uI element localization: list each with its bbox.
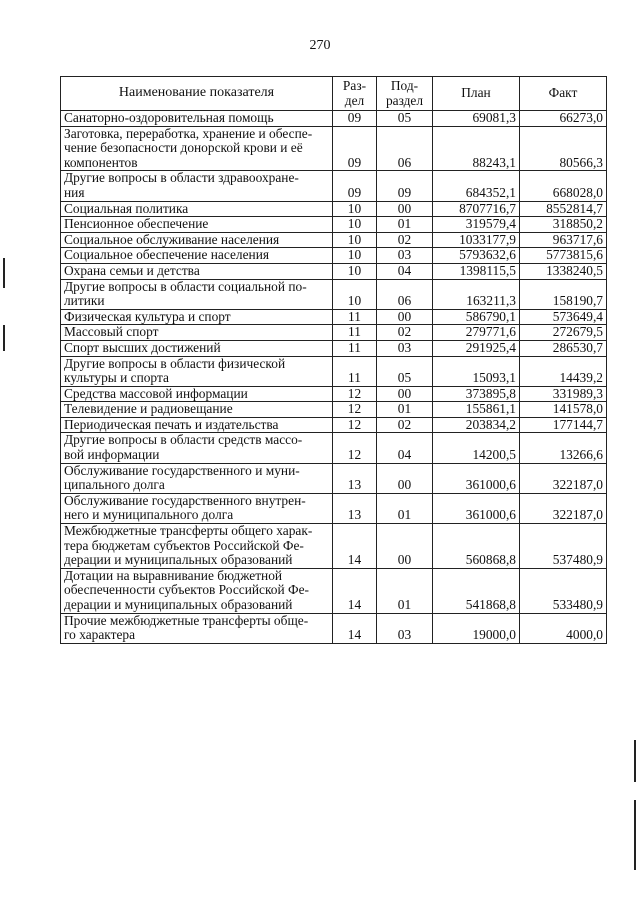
row-name: Другие вопросы в области физической культуры и спорта (61, 356, 333, 386)
row-razdel: 11 (333, 325, 377, 341)
row-razdel: 09 (333, 171, 377, 201)
table-row (61, 309, 607, 325)
page-number: 270 (309, 38, 331, 53)
row-plan: 88243,1 (433, 126, 520, 171)
table-row (61, 340, 607, 356)
row-fact: 533480,9 (520, 568, 607, 613)
scan-edge-mark (3, 325, 5, 351)
table-row (61, 111, 607, 127)
row-podrazdel: 02 (377, 417, 433, 433)
table-row (61, 217, 607, 233)
row-plan: 15093,1 (433, 356, 520, 386)
row-podrazdel: 04 (377, 433, 433, 463)
row-razdel: 14 (333, 613, 377, 643)
row-plan: 1033177,9 (433, 232, 520, 248)
row-fact: 668028,0 (520, 171, 607, 201)
row-podrazdel: 01 (377, 217, 433, 233)
table-header-row (61, 77, 607, 111)
row-razdel: 14 (333, 568, 377, 613)
row-name: Другие вопросы в области здравоохране- ния (61, 171, 333, 201)
row-razdel: 12 (333, 433, 377, 463)
row-podrazdel: 09 (377, 171, 433, 201)
row-podrazdel: 03 (377, 613, 433, 643)
row-razdel: 12 (333, 417, 377, 433)
row-plan: 319579,4 (433, 217, 520, 233)
row-podrazdel: 00 (377, 524, 433, 569)
table-row (61, 568, 607, 613)
row-name: Другие вопросы в области социальной по- литики (61, 279, 333, 309)
row-name: Охрана семьи и детства (61, 263, 333, 279)
row-name: Пенсионное обеспечение (61, 217, 333, 233)
row-podrazdel: 00 (377, 309, 433, 325)
row-fact: 272679,5 (520, 325, 607, 341)
row-fact: 573649,4 (520, 309, 607, 325)
row-podrazdel: 01 (377, 402, 433, 418)
row-podrazdel: 05 (377, 356, 433, 386)
row-razdel: 10 (333, 217, 377, 233)
row-podrazdel: 02 (377, 232, 433, 248)
table-row (61, 201, 607, 217)
header-fact: Факт (520, 77, 607, 111)
row-name: Санаторно-оздоровительная помощь (61, 111, 333, 127)
row-name: Социальное обслуживание населения (61, 232, 333, 248)
row-razdel: 13 (333, 463, 377, 493)
budget-table (60, 76, 607, 644)
row-fact: 331989,3 (520, 386, 607, 402)
table-row (61, 263, 607, 279)
row-podrazdel: 03 (377, 248, 433, 264)
row-podrazdel: 00 (377, 386, 433, 402)
table-row (61, 402, 607, 418)
row-name: Социальная политика (61, 201, 333, 217)
row-podrazdel: 06 (377, 279, 433, 309)
scan-edge-mark (3, 258, 5, 288)
row-plan: 19000,0 (433, 613, 520, 643)
row-fact: 4000,0 (520, 613, 607, 643)
table-row (61, 493, 607, 523)
header-razdel: Раз- дел (333, 77, 377, 111)
row-fact: 177144,7 (520, 417, 607, 433)
row-plan: 8707716,7 (433, 201, 520, 217)
row-podrazdel: 02 (377, 325, 433, 341)
table-row (61, 279, 607, 309)
row-plan: 279771,6 (433, 325, 520, 341)
row-name: Прочие межбюджетные трансферты обще- го характера (61, 613, 333, 643)
header-name: Наименование показателя (61, 77, 333, 111)
table-row (61, 386, 607, 402)
table-row (61, 613, 607, 643)
row-plan: 560868,8 (433, 524, 520, 569)
row-plan: 586790,1 (433, 309, 520, 325)
table-body (61, 111, 607, 644)
row-podrazdel: 01 (377, 568, 433, 613)
row-fact: 286530,7 (520, 340, 607, 356)
row-plan: 203834,2 (433, 417, 520, 433)
table-row (61, 463, 607, 493)
table-row (61, 417, 607, 433)
row-podrazdel: 06 (377, 126, 433, 171)
row-name: Физическая культура и спорт (61, 309, 333, 325)
table-row (61, 325, 607, 341)
row-plan: 155861,1 (433, 402, 520, 418)
row-plan: 541868,8 (433, 568, 520, 613)
row-name: Дотации на выравнивание бюджетной обеспеченности субъектов Российской Фе- дерации и муниципальных образований (61, 568, 333, 613)
scan-edge-mark (634, 740, 636, 782)
row-fact: 322187,0 (520, 493, 607, 523)
row-plan: 163211,3 (433, 279, 520, 309)
row-fact: 537480,9 (520, 524, 607, 569)
scan-edge-mark (634, 800, 636, 870)
header-plan: План (433, 77, 520, 111)
row-podrazdel: 01 (377, 493, 433, 523)
row-razdel: 10 (333, 201, 377, 217)
row-fact: 1338240,5 (520, 263, 607, 279)
row-fact: 318850,2 (520, 217, 607, 233)
row-name: Заготовка, переработка, хранение и обеспе- чение безопасности донорской крови и её компонентов (61, 126, 333, 171)
table-row (61, 356, 607, 386)
row-name: Обслуживание государственного и муни- ципального долга (61, 463, 333, 493)
row-razdel: 13 (333, 493, 377, 523)
row-name: Средства массовой информации (61, 386, 333, 402)
table-row (61, 248, 607, 264)
row-podrazdel: 03 (377, 340, 433, 356)
row-podrazdel: 05 (377, 111, 433, 127)
row-razdel: 10 (333, 263, 377, 279)
row-fact: 14439,2 (520, 356, 607, 386)
table-row (61, 524, 607, 569)
row-fact: 66273,0 (520, 111, 607, 127)
row-razdel: 11 (333, 309, 377, 325)
table-row (61, 433, 607, 463)
row-fact: 13266,6 (520, 433, 607, 463)
row-fact: 5773815,6 (520, 248, 607, 264)
row-plan: 1398115,5 (433, 263, 520, 279)
row-razdel: 11 (333, 340, 377, 356)
row-fact: 963717,6 (520, 232, 607, 248)
table-row (61, 232, 607, 248)
row-plan: 291925,4 (433, 340, 520, 356)
row-razdel: 14 (333, 524, 377, 569)
row-podrazdel: 00 (377, 201, 433, 217)
row-fact: 141578,0 (520, 402, 607, 418)
row-name: Периодическая печать и издательства (61, 417, 333, 433)
row-name: Массовый спорт (61, 325, 333, 341)
row-razdel: 12 (333, 402, 377, 418)
row-name: Межбюджетные трансферты общего харак- тера бюджетам субъектов Российской Фе- дерации и муниципальных образований (61, 524, 333, 569)
row-name: Социальное обеспечение населения (61, 248, 333, 264)
row-razdel: 09 (333, 126, 377, 171)
row-plan: 5793632,6 (433, 248, 520, 264)
row-fact: 158190,7 (520, 279, 607, 309)
row-razdel: 09 (333, 111, 377, 127)
table-row (61, 126, 607, 171)
row-name: Другие вопросы в области средств массо- вой информации (61, 433, 333, 463)
row-name: Телевидение и радиовещание (61, 402, 333, 418)
row-podrazdel: 00 (377, 463, 433, 493)
row-razdel: 10 (333, 232, 377, 248)
table-row (61, 171, 607, 201)
row-plan: 684352,1 (433, 171, 520, 201)
row-plan: 373895,8 (433, 386, 520, 402)
row-fact: 8552814,7 (520, 201, 607, 217)
row-razdel: 10 (333, 248, 377, 264)
row-name: Спорт высших достижений (61, 340, 333, 356)
row-podrazdel: 04 (377, 263, 433, 279)
row-razdel: 12 (333, 386, 377, 402)
row-name: Обслуживание государственного внутрен- него и муниципального долга (61, 493, 333, 523)
row-fact: 80566,3 (520, 126, 607, 171)
row-razdel: 10 (333, 279, 377, 309)
row-plan: 14200,5 (433, 433, 520, 463)
row-fact: 322187,0 (520, 463, 607, 493)
row-plan: 361000,6 (433, 493, 520, 523)
row-plan: 361000,6 (433, 463, 520, 493)
row-plan: 69081,3 (433, 111, 520, 127)
row-razdel: 11 (333, 356, 377, 386)
header-podrazdel: Под- раздел (377, 77, 433, 111)
